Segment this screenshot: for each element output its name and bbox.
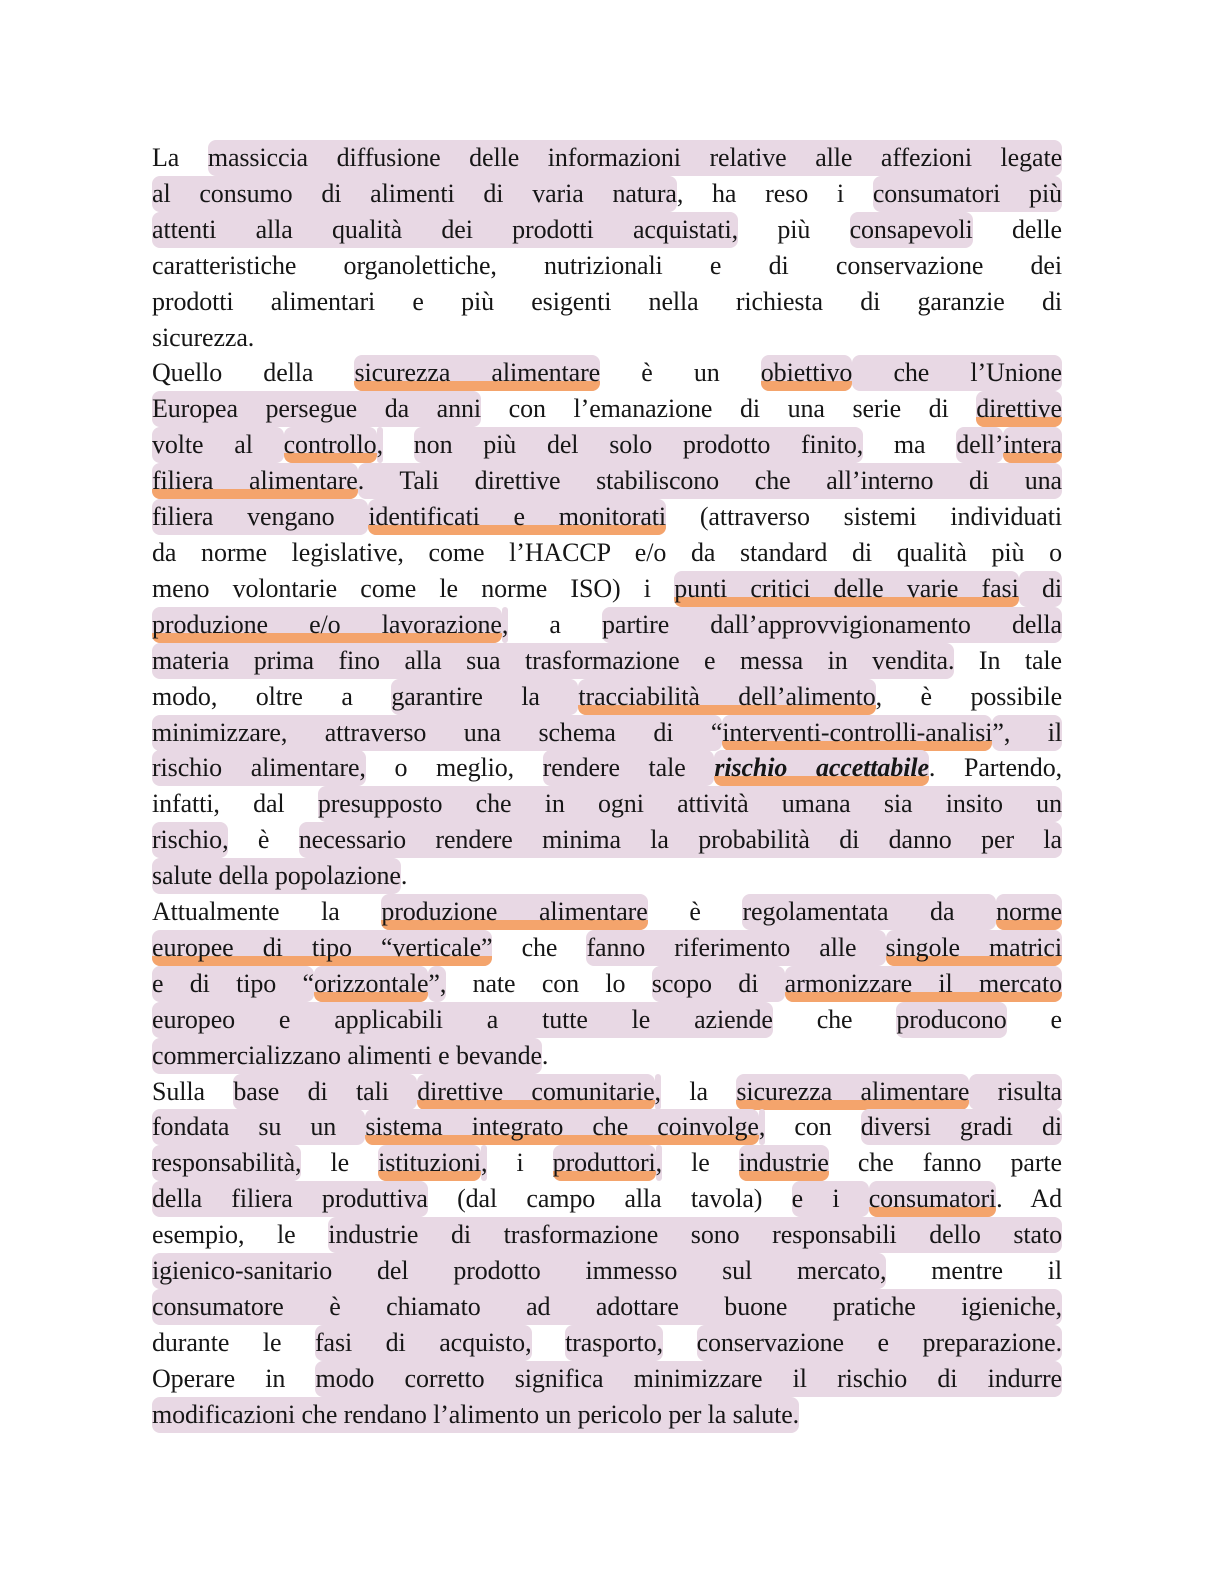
highlighted-text: regolamentata da	[742, 894, 996, 930]
highlighted-text: producono	[896, 1002, 1006, 1038]
underlined-highlighted-text: controllo	[284, 427, 377, 463]
text-line	[152, 248, 1062, 284]
text: (attraverso sistemi individuati	[666, 502, 1062, 532]
text-line	[152, 1074, 1062, 1110]
highlighted-text: dell’	[956, 427, 1003, 463]
text: le	[301, 1148, 379, 1178]
highlighted-text: e di tipo “	[152, 966, 314, 1002]
highlighted-text: e i	[792, 1181, 869, 1217]
text-line	[152, 571, 1062, 607]
text: i	[487, 1148, 553, 1178]
text: che	[772, 1004, 897, 1034]
highlighted-text: necessario rendere minima la probabilità di danno per la	[299, 822, 1062, 858]
text-line	[152, 786, 1062, 822]
text: .	[400, 861, 408, 891]
highlighted-text: volte al	[152, 427, 284, 463]
text-line	[152, 1325, 1062, 1361]
text-line	[152, 930, 1062, 966]
text: a	[508, 609, 603, 639]
text-line	[152, 1397, 1062, 1433]
highlighted-text: massiccia diffusione delle informazioni relative alle affezioni legate	[208, 140, 1062, 176]
text: modo, oltre a	[152, 681, 392, 711]
text: ma	[863, 430, 957, 460]
highlighted-text: base di tali	[233, 1074, 417, 1110]
text-line	[152, 1253, 1062, 1289]
highlighted-text: modo corretto significa minimizzare il rischio di indurre	[315, 1361, 1062, 1397]
document-body	[152, 140, 1062, 1433]
highlighted-text: partire dall’approvvigionamento della	[602, 607, 1062, 643]
highlighted-text: trasporto,	[565, 1325, 663, 1361]
paragraph	[152, 355, 1062, 894]
text: esempio, le	[152, 1220, 329, 1250]
highlighted-text: attenti alla qualità dei prodotti acquistati,	[152, 212, 738, 248]
text-line	[152, 535, 1062, 571]
underlined-highlighted-text: norme	[996, 894, 1062, 930]
highlighted-text: filiera vengano	[152, 499, 368, 535]
text: infatti, dal	[152, 789, 318, 819]
text-line	[152, 607, 1062, 643]
underlined-highlighted-text: direttive	[976, 391, 1062, 427]
highlighted-text: consapevoli	[850, 212, 973, 248]
text: che	[492, 932, 587, 962]
text: la	[660, 1076, 737, 1106]
highlighted-text: commercializzano alimenti e bevande	[152, 1038, 542, 1074]
underlined-highlighted-text: produzione e/o lavorazione	[152, 607, 502, 643]
text-line	[152, 427, 1062, 463]
text: . Ad	[996, 1184, 1062, 1214]
underlined-highlighted-text: filiera alimentare	[152, 463, 358, 499]
underlined-highlighted-text: punti critici delle varie fasi	[674, 571, 1019, 607]
text-line	[152, 1109, 1062, 1145]
text-line	[152, 320, 1062, 356]
highlighted-text: salute della popolazione	[152, 858, 401, 894]
text: meno volontarie come le norme ISO) i	[152, 573, 675, 603]
highlighted-text: ,	[759, 1109, 765, 1145]
text: è un	[600, 358, 761, 388]
underlined-highlighted-text: intera	[1003, 427, 1062, 463]
text-line	[152, 679, 1062, 715]
highlighted-text: risulta	[969, 1074, 1062, 1110]
text-line	[152, 858, 1062, 894]
text: nate con lo	[446, 968, 652, 998]
text: . Partendo,	[928, 753, 1062, 783]
text-line	[152, 463, 1062, 499]
text-line	[152, 140, 1062, 176]
underlined-highlighted-text: sicurezza alimentare	[354, 355, 600, 391]
text: , ha reso i	[676, 178, 873, 208]
highlighted-text: consumatore è chiamato ad adottare buone pratiche igieniche,	[152, 1289, 1062, 1325]
text	[383, 427, 414, 463]
highlighted-text: industrie di trasformazione sono responsabili dello stato	[328, 1217, 1062, 1253]
text-line	[152, 391, 1062, 427]
highlighted-text: igienico-sanitario del prodotto immesso sul mercato,	[152, 1253, 886, 1289]
highlighted-text: europeo e applicabili a tutte le aziende	[152, 1002, 773, 1038]
text: è	[228, 825, 299, 855]
text-line	[152, 1361, 1062, 1397]
highlighted-text: fanno riferimento alle	[586, 930, 885, 966]
highlighted-text: ”, il	[992, 715, 1062, 751]
highlighted-text: minimizzare, attraverso una schema di “	[152, 715, 722, 751]
text: con	[765, 1112, 861, 1142]
text: durante le	[152, 1327, 315, 1357]
text: Attualmente la	[152, 897, 382, 927]
text: prodotti alimentari e più esigenti nella richiesta di garanzie di	[152, 286, 1062, 316]
text: .	[541, 1040, 549, 1070]
text: Sulla	[152, 1076, 234, 1106]
underlined-highlighted-text: orizzontale	[314, 966, 428, 1002]
underlined-highlighted-text: produzione alimentare	[381, 894, 647, 930]
highlighted-text: non più del solo prodotto finito,	[414, 427, 863, 463]
underlined-highlighted-text: istituzioni	[378, 1145, 481, 1181]
text: più	[738, 214, 850, 244]
text: sicurezza.	[152, 322, 255, 352]
highlighted-text: conservazione e preparazione.	[697, 1325, 1062, 1361]
underlined-highlighted-text: sistema integrato che coinvolge	[365, 1109, 759, 1145]
text-line	[152, 715, 1062, 751]
text-line	[152, 750, 1062, 786]
paragraph	[152, 140, 1062, 355]
highlighted-text: Europea persegue da anni	[152, 391, 481, 427]
text-line	[152, 822, 1062, 858]
highlighted-text: ,	[377, 427, 383, 463]
highlighted-text: responsabilità,	[152, 1145, 301, 1181]
highlighted-text: modificazioni che rendano l’alimento un pericolo per la salute.	[152, 1397, 799, 1433]
text: mentre il	[886, 1256, 1062, 1286]
text: (dal campo alla tavola)	[427, 1184, 792, 1214]
underlined-highlighted-text: tracciabilità dell’alimento	[578, 679, 875, 715]
highlighted-text: ”,	[428, 966, 446, 1002]
highlighted-text: ,	[656, 1145, 662, 1181]
text: che fanno parte	[828, 1148, 1062, 1178]
underlined-highlighted-text: obiettivo	[761, 355, 853, 391]
text: e	[1006, 1004, 1062, 1034]
text-line	[152, 1038, 1062, 1074]
highlighted-text: fasi di acquisto,	[315, 1325, 532, 1361]
text-line	[152, 1289, 1062, 1325]
text-line	[152, 894, 1062, 930]
highlighted-text: garantire la	[391, 679, 578, 715]
text: con l’emanazione di una serie di	[481, 394, 977, 424]
text-line	[152, 284, 1062, 320]
paragraph	[152, 1074, 1062, 1433]
highlighted-text: . Tali direttive stabiliscono che all’interno di una	[358, 463, 1062, 499]
highlighted-text: ,	[502, 607, 508, 643]
text: le	[662, 1148, 739, 1178]
text: delle	[972, 214, 1062, 244]
text-line	[152, 499, 1062, 535]
text: Quello della	[152, 358, 355, 388]
highlighted-text: fondata su un	[152, 1109, 365, 1145]
text	[532, 1325, 566, 1361]
text-line	[152, 1145, 1062, 1181]
highlighted-text: della filiera produttiva	[152, 1181, 428, 1217]
highlighted-text: di	[1019, 571, 1062, 607]
text	[663, 1325, 697, 1361]
paragraph	[152, 894, 1062, 1074]
text-line	[152, 355, 1062, 391]
highlighted-text: consumatori più	[873, 176, 1062, 212]
highlighted-text: che l’Unione	[852, 355, 1062, 391]
highlighted-text: ,	[655, 1074, 661, 1110]
underlined-highlighted-text: sicurezza alimentare	[736, 1074, 969, 1110]
text: da norme legislative, come l’HACCP e/o da standard di qualità più o	[152, 537, 1062, 567]
text-line	[152, 643, 1062, 679]
text-line	[152, 176, 1062, 212]
highlighted-text: diversi gradi di	[861, 1109, 1062, 1145]
text: o meglio,	[365, 753, 543, 783]
highlighted-text: rischio,	[152, 822, 228, 858]
underlined-highlighted-text: rischio accettabile	[714, 750, 929, 786]
text-line	[152, 1002, 1062, 1038]
underlined-highlighted-text: direttive comunitarie	[417, 1074, 654, 1110]
highlighted-text: al consumo di alimenti di varia natura	[152, 176, 677, 212]
text-line	[152, 1217, 1062, 1253]
highlighted-text: rischio alimentare,	[152, 750, 366, 786]
highlighted-text: rendere tale	[543, 750, 715, 786]
highlighted-text: ,	[481, 1145, 487, 1181]
text: Operare in	[152, 1363, 316, 1393]
underlined-highlighted-text: identificati e monitorati	[368, 499, 666, 535]
underlined-highlighted-text: armonizzare il mercato	[785, 966, 1062, 1002]
text: è	[647, 897, 743, 927]
underlined-highlighted-text: industrie	[739, 1145, 829, 1181]
underlined-highlighted-text: interventi-controlli-analisi	[722, 715, 992, 751]
text-line	[152, 966, 1062, 1002]
underlined-highlighted-text: produttori	[553, 1145, 656, 1181]
text: In tale	[954, 645, 1062, 675]
highlighted-text: presupposto che in ogni attività umana sia insito un	[318, 786, 1062, 822]
text: , è possibile	[875, 681, 1063, 711]
text: La	[152, 143, 208, 172]
underlined-highlighted-text: europee di tipo “verticale”	[152, 930, 492, 966]
underlined-highlighted-text: singole matrici	[886, 930, 1062, 966]
text-line	[152, 212, 1062, 248]
underlined-highlighted-text: consumatori	[869, 1181, 996, 1217]
highlighted-text: materia prima fino alla sua trasformazione e messa in vendita.	[152, 643, 954, 679]
text: caratteristiche organolettiche, nutrizionali e di conservazione dei	[152, 250, 1062, 280]
text-line	[152, 1181, 1062, 1217]
highlighted-text: scopo di	[652, 966, 785, 1002]
